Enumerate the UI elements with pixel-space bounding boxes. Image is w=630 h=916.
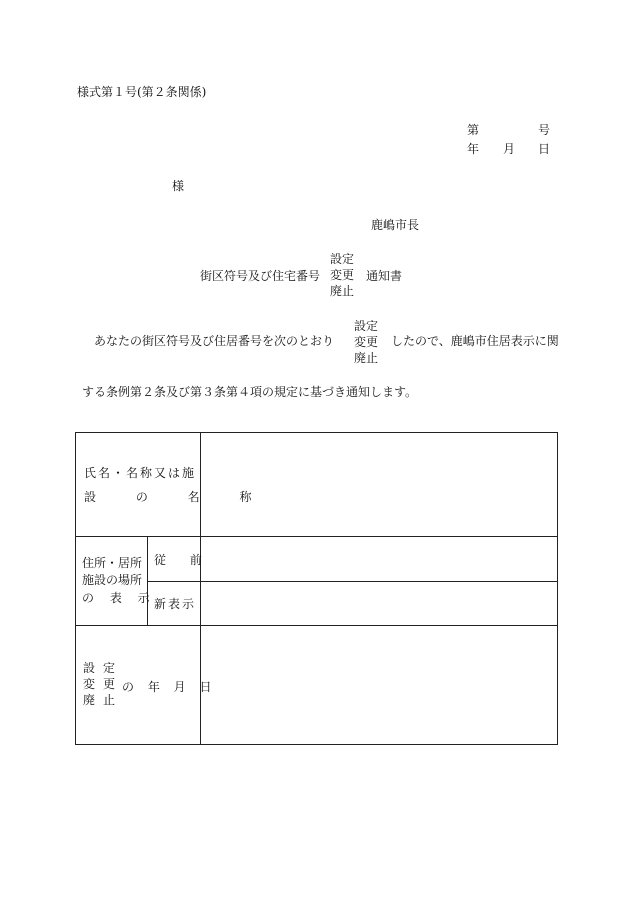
new-value-cell[interactable]	[201, 582, 558, 626]
name-value-cell[interactable]	[201, 433, 558, 537]
date-label: の 年 月 日	[122, 680, 217, 694]
body-line2: する条例第２条及び第３条第４項の規定に基づき通知します。	[82, 385, 418, 399]
date-value-cell[interactable]	[201, 626, 558, 745]
form-label: 様式第１号(第２条関係)	[77, 85, 207, 99]
name-label-cell	[76, 433, 270, 537]
date-options	[83, 662, 123, 706]
previous-label: 従 前	[154, 552, 212, 567]
title-option-abolish: 廃止	[330, 284, 355, 298]
addressee-suffix: 様	[172, 179, 185, 193]
date-day: 日	[538, 142, 551, 156]
date-year: 年	[467, 142, 480, 156]
number-go: 号	[538, 123, 551, 137]
body-option-change: 変更	[354, 335, 379, 349]
title-option-set: 設定	[330, 252, 355, 266]
previous-value-cell[interactable]	[201, 537, 558, 582]
notification-table	[75, 432, 558, 745]
date-option-abolish: 廃止	[83, 693, 124, 707]
body-part2: したので、鹿嶋市住居表示に関	[391, 334, 559, 348]
name-label-line2: 設 の 名 称	[84, 489, 270, 504]
body-option-abolish: 廃止	[354, 351, 379, 365]
number-dai: 第	[467, 123, 480, 137]
name-label-line1: 氏名・名称又は施	[84, 465, 197, 480]
previous-label-cell	[148, 537, 212, 582]
address-label-line2: 施設の場所	[82, 573, 143, 588]
title-option-change: 変更	[330, 268, 355, 282]
title-options	[330, 253, 354, 297]
new-label-cell	[148, 582, 201, 626]
date-month: 月	[503, 142, 516, 156]
date-option-change: 変更	[83, 677, 124, 691]
address-label-line3: の 表 示	[82, 590, 156, 605]
body-part1: あなたの街区符号及び住居番号を次のとおり	[94, 334, 335, 348]
date-option-set: 設定	[83, 661, 124, 675]
title-prefix: 街区符号及び住宅番号	[200, 269, 321, 283]
title-suffix: 通知書	[366, 269, 403, 283]
address-label-cell	[76, 537, 156, 626]
date-label-cell	[76, 626, 217, 745]
body-option-set: 設定	[354, 319, 379, 333]
issuer: 鹿嶋市長	[371, 218, 420, 232]
new-label: 新表示	[154, 597, 197, 611]
address-label-line1: 住所・居所	[82, 555, 143, 570]
body-options	[354, 320, 378, 364]
